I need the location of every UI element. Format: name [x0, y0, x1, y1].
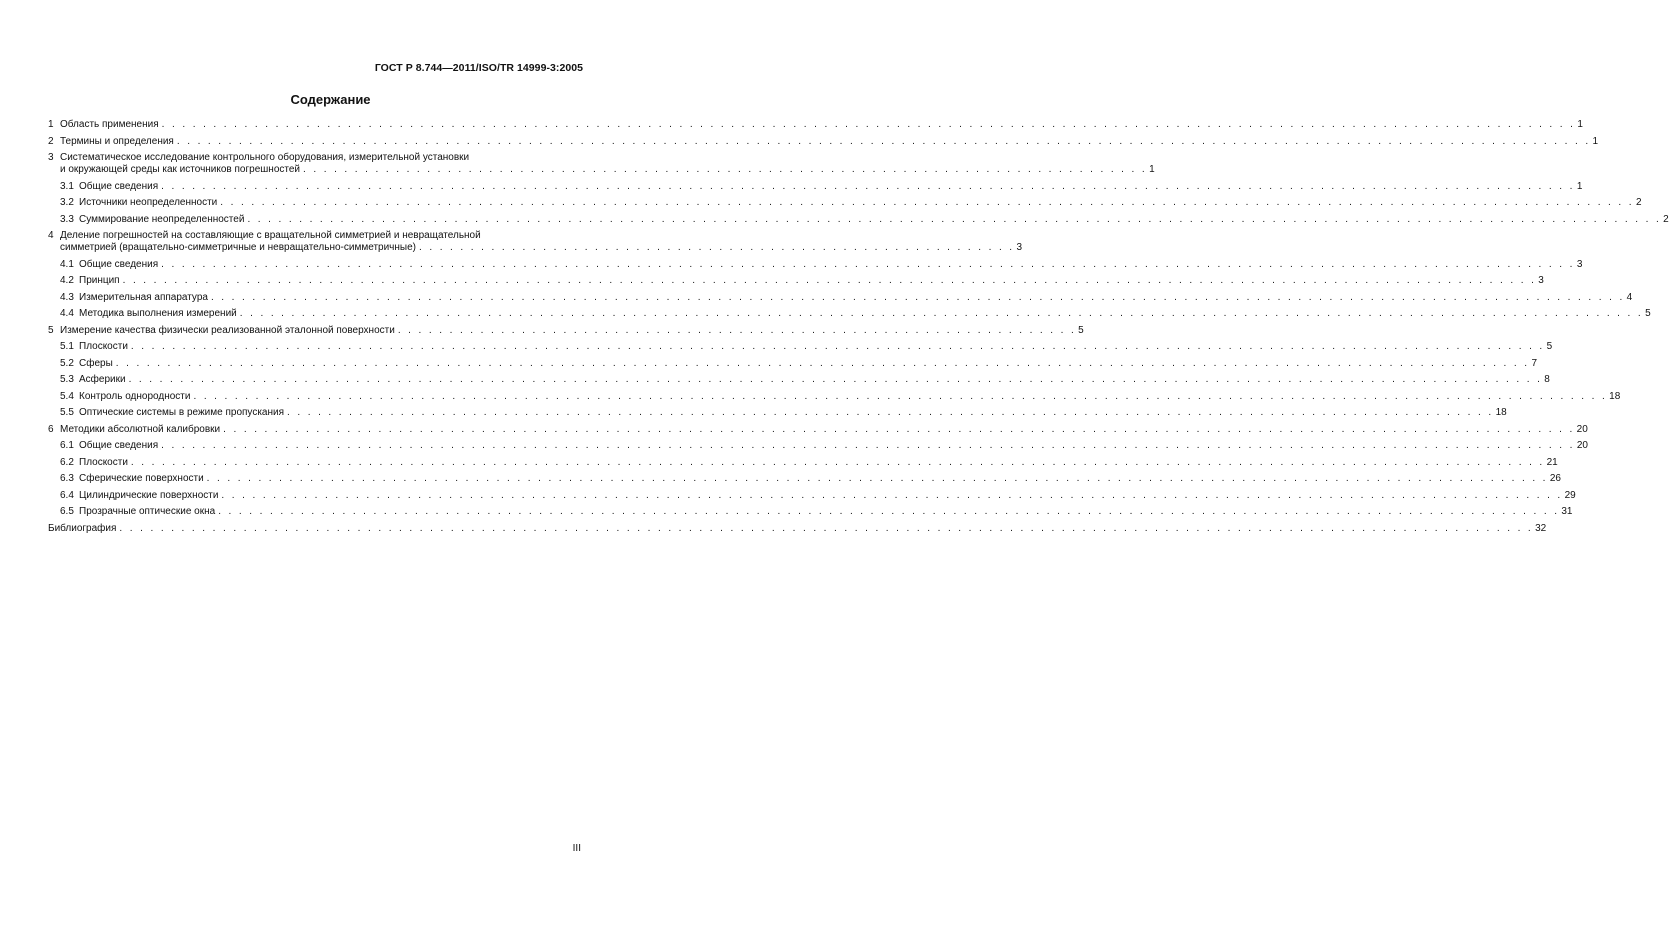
toc-entry[interactable]	[48, 258, 1583, 271]
toc-entry-number: 5.3	[60, 374, 74, 386]
toc-entry[interactable]	[48, 473, 1561, 485]
toc-entry[interactable]	[48, 230, 1023, 254]
toc-leader-dots: . . . . . . . . . . . . . . . . . . . . . . . . . . . . . . . . . . . . . . . . . . . . . . . . . . . . . . . . . . . . . . . . . . . . . . . . . . . . . . . . . . . . . . . . . . . . . . . . . . . . . . . . . . . . . . . . . . . . . . . . . . . . . . . . . . . . . . . . .	[130, 341, 1545, 353]
toc-leader-dots: . . . . . . . . . . . . . . . . . . . . . . . . . . . . . . . . . . . . . . . . . . . . . . . . . . . . . . . . . . . . . . . . . . . . . . . . . . . . . . . . . . . . . . . . . . . . . . . . . . . . . . . . . . . . . . . . . . . . . . . . . . . . . . . . . . . . . . . . .	[115, 357, 1530, 369]
toc-entry-number: 5.5	[60, 407, 74, 419]
toc-leader-dots: . . . . . . . . . . . . . . . . . . . . . . . . . . . . . . . . . . . . . . . . . . . . . . . . . . . . . . . . . . . . . . . . . . . . . . . . . . . . . . . . . . . . . . . . . . . . . . . . . . . . . . . . . . . . . . . . . . . . . . . . . . . . . . . . . . . . . . . . .	[130, 456, 1545, 468]
toc-entry-title: Методики абсолютной калибровки	[60, 423, 221, 435]
toc-entry-title: Общие сведения	[79, 180, 159, 192]
toc-entry-number: 4.3	[60, 291, 74, 303]
toc-entry-number: 6.3	[60, 473, 74, 485]
toc-entry-number: 5	[48, 324, 54, 336]
toc-entry[interactable]	[48, 324, 1084, 337]
toc-leader-dots: . . . . . . . . . . . . . . . . . . . . . . . . . . . . . . . . . . . . . . . . . . . . . . . . . . . . . . . . . . . . . . . . . . . . . . . . . . . . . . . . . . . . . . . . . . . . . . . . . . . . . . . . . . . . . . . . . . . . . . . . . . . . . . . . . . . . . . . . .	[247, 213, 1662, 225]
toc-entry-number: 6.5	[60, 506, 74, 518]
toc-entry[interactable]	[48, 197, 1642, 209]
toc-entry[interactable]	[48, 456, 1558, 469]
toc-entry[interactable]	[48, 135, 1599, 148]
toc-entry-number: 6	[48, 423, 54, 435]
toc-leader-dots: . . . . . . . . . . . . . . . . . . . . . . . . . . . . . . . . . . . . . . . . . . . . . . . . . . . . . . . . . . . . . . . . . . . . . . . . . . . . . . . . . . . . . . . . . . . . . . . . . . . . . . . . . . . . . . . . . . . . . . . . . . . . . . . . . . . . . . . . .	[161, 258, 1575, 270]
toc-entry-number: 6.1	[60, 440, 74, 452]
toc-entry-page: 29	[1564, 489, 1576, 501]
toc-leader-dots: . . . . . . . . . . . . . . . . . . . . . . . . . . . . . . . . . . . . . . . . . . . . . . . . . . . . . . . . . . . . . . . . . . . . . . . . . . . . . . . . . . . . . . . . . . . . . . . . . . . . . . . . . . . . . . . . . . . . . . . . . . . . . . . . . . . . . . . . .	[161, 180, 1575, 192]
toc-entry-page: 1	[1149, 164, 1155, 176]
toc-leader-dots: . . . . . . . . . . . . . . . . . . . . . . . . . . . . . . . . . . . . . . . . . . . . . . . . . . . . . . . . . . . . . . . . . . . . . . . . . . . . . . . . . . . . . . . . . . . . . . . . . . . . . . . . . . . . . . . . . . . . . . . . . . . . . . . . . . . . . . . . .	[220, 197, 1634, 209]
table-of-contents	[48, 119, 1669, 539]
toc-entry-title: Библиография	[48, 522, 117, 534]
toc-entry-number: 6.4	[60, 489, 74, 501]
toc-entry-title: Принцип	[79, 275, 120, 287]
toc-entry-title: Общие сведения	[79, 258, 159, 270]
toc-entry-title: Измерение качества физически реализованной эталонной поверхности	[60, 324, 395, 336]
toc-entry-title: и окружающей среды как источников погрешностей	[60, 164, 300, 176]
toc-entry-number: 2	[48, 135, 54, 147]
toc-leader-dots: . . . . . . . . . . . . . . . . . . . . . . . . . . . . . . . . . . . . . . . . . . . . . . . . . . . . . . . . . .	[418, 242, 1015, 254]
toc-entry-title: Цилиндрические поверхности	[79, 489, 219, 501]
toc-leader-dots: . . . . . . . . . . . . . . . . . . . . . . . . . . . . . . . . . . . . . . . . . . . . . . . . . . . . . . . . . . . . . . . . . . . . . . . . . . . . . . . . . . . . . . . . . . . . . . . . . . . . . . . . . . . . . . . . . . . . . . . . . . . . . . . . . . . . . . . . .	[122, 275, 1537, 287]
toc-entry-page: 3	[1016, 242, 1023, 254]
toc-entry-title: Методика выполнения измерений	[79, 308, 237, 320]
toc-entry-title: Область применения	[60, 119, 159, 130]
toc-leader-dots: . . . . . . . . . . . . . . . . . . . . . . . . . . . . . . . . . . . . . . . . . . . . . . . . . . . . . . . . . . . . . . . . . . . . . . . . . . . . . . . . . . . . . . . . . . . . . . . . . . . . . . . . . . . . . . . . . . . . . . . . . . . . . . . . . . . . . . . . .	[193, 390, 1608, 402]
toc-leader-dots: . . . . . . . . . . . . . . . . . . . . . . . . . . . . . . . . . . . . . . . . . . . . . . . . . . . . . . . . . . . . . . . . . . . . . . . . . . . . . . . . . . . . . . . . . . . . . . . . . . . . . . . . . . . . . . . . . . . . . . . . . . . . . . . . . . . . . . . . .	[161, 440, 1575, 452]
toc-entry[interactable]	[48, 390, 1621, 403]
document-code: ГОСТ Р 8.744—2011/ISO/TR 14999-3:2005	[374, 62, 583, 74]
toc-entry-page: 20	[1576, 423, 1588, 435]
toc-entry[interactable]	[48, 275, 1544, 287]
toc-leader-dots: . . . . . . . . . . . . . . . . . . . . . . . . . . . . . . . . . . . . . . . . . . . . . . . . . . . . . . . . . . . . . . . . . . . . . . . . . . . . . . . . . .	[303, 164, 1148, 176]
toc-entry-page: 3	[1576, 258, 1583, 270]
page-number: III	[572, 843, 581, 854]
toc-entry-number: 5.2	[60, 357, 74, 369]
toc-entry[interactable]	[48, 213, 1669, 226]
toc-entry[interactable]	[48, 423, 1588, 436]
toc-entry-title: Плоскости	[79, 341, 128, 353]
toc-entry-page: 31	[1561, 506, 1573, 518]
toc-entry-number: 5.4	[60, 390, 74, 402]
toc-entry-page: 21	[1546, 456, 1558, 468]
toc-entry-page: 2	[1635, 197, 1642, 209]
toc-title: Содержание	[290, 92, 371, 107]
toc-entry[interactable]	[48, 506, 1573, 518]
toc-leader-dots: . . . . . . . . . . . . . . . . . . . . . . . . . . . . . . . . . . . . . . . . . . . . . . . . . . . . . . . . . . . . . . . . . . . . . . . . . . . . . . . . . . . . . . . . . . . . . . . . . . . . . . . . . . . . . . . . . . . . .	[287, 407, 1494, 419]
toc-entry-page: 3	[1538, 275, 1544, 287]
toc-entry-title: Общие сведения	[79, 440, 159, 452]
toc-entry-page: 20	[1576, 440, 1588, 452]
toc-entry-title: Контроль однородности	[79, 390, 191, 402]
toc-entry-title: Оптические системы в режиме пропускания	[79, 407, 284, 419]
toc-entry-number: 3.2	[60, 197, 74, 209]
toc-leader-dots: . . . . . . . . . . . . . . . . . . . . . . . . . . . . . . . . . . . . . . . . . . . . . . . . . . . . . . . . . . . . . . . . . . . . . . . . . . . . . . . . . . . . . . . . . . . . . . . . . . . . . . . . . . . . . . . . . . . . . . . . . . . . . . . . . . . . . . . . .	[176, 135, 1591, 147]
toc-entry-page: 32	[1535, 522, 1547, 534]
toc-entry-number: 4.1	[60, 258, 74, 270]
toc-entry-number: 4	[48, 230, 54, 242]
toc-entry[interactable]	[48, 440, 1588, 452]
toc-entry-title: Измерительная аппаратура	[79, 291, 208, 303]
toc-entry[interactable]	[48, 308, 1651, 320]
toc-entry-page: 8	[1544, 374, 1550, 386]
toc-entry-page: 1	[1576, 180, 1583, 192]
toc-entry-page: 4	[1626, 291, 1633, 303]
toc-entry-number: 1	[48, 119, 54, 130]
toc-entry-title: симметрией (вращательно-симметричные и невращательно-симметричные)	[60, 242, 416, 254]
toc-leader-dots: . . . . . . . . . . . . . . . . . . . . . . . . . . . . . . . . . . . . . . . . . . . . . . . . . . . . . . . . . . . . . . . . . . . . . . . . . . . . . . . . . . . . . . . . . . . . . . . . . . . . . . . . . . . . . . . . . . . . . . . . . . . . . . . . . . . . . . . .	[239, 308, 1644, 320]
toc-entry[interactable]	[48, 357, 1538, 370]
toc-entry-page: 18	[1609, 390, 1621, 402]
toc-leader-dots: . . . . . . . . . . . . . . . . . . . . . . . . . . . . . . . . . . . . . . . . . . . . . . . . . . . . . . . . . . . . . . . . . . . . . . . . . . . . . . . . . . . . . . . . . . . . . . . . . . . . . . . . . . . . . . . . . . . . . . . . . . . . . . . . . . . . . . . . .	[128, 374, 1543, 386]
toc-entry-page: 5	[1078, 324, 1084, 336]
toc-entry[interactable]	[48, 180, 1583, 193]
toc-leader-dots: . . . . . . . . . . . . . . . . . . . . . . . . . . . . . . . . . . . . . . . . . . . . . . . . . . . . . . . . . . . . . . . . . . . . . . . . . . . . . . . . . . . . . . . . . . . . . . . . . . . . . . . . . . . . . . . . . . . . . . . . . . . . . . . . . . .	[223, 423, 1575, 435]
toc-entry-number: 5.1	[60, 341, 74, 353]
toc-entry-title: Прозрачные оптические окна	[79, 506, 216, 518]
toc-entry[interactable]	[48, 291, 1633, 304]
toc-entry-page: 1	[1592, 135, 1599, 147]
toc-entry[interactable]	[48, 374, 1550, 386]
toc-entry[interactable]	[48, 152, 1155, 176]
toc-entry-page: 18	[1495, 407, 1507, 419]
toc-entry-title: Плоскости	[79, 456, 128, 468]
toc-entry-number: 3.1	[60, 180, 74, 192]
toc-entry-page: 1	[1577, 119, 1583, 130]
toc-entry-title-line1: Деление погрешностей на составляющие с вращательной симметрией и невращательной	[60, 230, 481, 242]
toc-entry-page: 2	[1663, 213, 1669, 225]
toc-entry-title: Асферики	[79, 374, 126, 386]
toc-entry-number: 6.2	[60, 456, 74, 468]
toc-entry-title-line1: Систематическое исследование контрольного оборудования, измерительной установки	[60, 152, 470, 163]
toc-entry-title: Сферические поверхности	[79, 473, 204, 485]
toc-entry-number: 4.2	[60, 275, 74, 287]
toc-leader-dots: . . . . . . . . . . . . . . . . . . . . . . . . . . . . . . . . . . . . . . . . . . . . . . . . . . . . . . . . . . . . . . . . . . . . . . . . . . . . . . . . . . . . . . . . . . . . . . . . . . . . . . . . . . . . . . . . . . . . . . . . . . . . . . . . . . . . . . . . .	[119, 522, 1534, 534]
toc-leader-dots: . . . . . . . . . . . . . . . . . . . . . . . . . . . . . . . . . . . . . . . . . . . . . . . . . . . . . . . . . . . . . . . . . . . . . . . . . . . . . . . . . . . . . . . . . . . . . . . . . . . . . . . . . . . . . . . . . . . . . . . . . . . . . . . . . .	[218, 506, 1560, 518]
toc-leader-dots: . . . . . . . . . . . . . . . . . . . . . . . . . . . . . . . . . . . . . . . . . . . . . . . . . . . . . . . . . . . . . . . . . . . . . . . . . . . . . . . . . . . . . . . . . . . . . . . . . . . . . . . . . . . . . . . . . . . . . . . . . . . . . . . . . .	[206, 473, 1548, 485]
toc-entry-bibliography[interactable]	[48, 522, 1547, 535]
toc-entry-page: 7	[1531, 357, 1538, 369]
toc-entry-title: Источники неопределенности	[79, 197, 218, 209]
toc-entry[interactable]	[48, 341, 1553, 353]
toc-entry-title: Сферы	[79, 357, 113, 369]
toc-entry-title: Термины и определения	[60, 135, 174, 147]
toc-entry[interactable]	[48, 407, 1507, 419]
toc-entry[interactable]	[48, 489, 1576, 502]
toc-entry-number: 4.4	[60, 308, 74, 320]
toc-entry-page: 5	[1546, 341, 1553, 353]
toc-entry[interactable]	[48, 119, 1583, 131]
toc-entry-number: 3	[48, 152, 54, 163]
toc-entry-page: 5	[1645, 308, 1651, 320]
toc-entry-number: 3.3	[60, 213, 74, 225]
toc-leader-dots: . . . . . . . . . . . . . . . . . . . . . . . . . . . . . . . . . . . . . . . . . . . . . . . . . . . . . . . . . . . . . . . . . . . . . . . . . . . . . . . . . . . . . . . . . . . . . . . . . . . . . . . . . . . . . . . . . . . . . . . . . . . . . . . . . . . . . . . . .	[161, 119, 1576, 130]
toc-leader-dots: . . . . . . . . . . . . . . . . . . . . . . . . . . . . . . . . . . . . . . . . . . . . . . . . . . . . . . . . . . . . . . . . . .	[397, 324, 1077, 336]
toc-leader-dots: . . . . . . . . . . . . . . . . . . . . . . . . . . . . . . . . . . . . . . . . . . . . . . . . . . . . . . . . . . . . . . . . . . . . . . . . . . . . . . . . . . . . . . . . . . . . . . . . . . . . . . . . . . . . . . . . . . . . . . . . . . . . . . . . . .	[221, 489, 1563, 501]
toc-leader-dots: . . . . . . . . . . . . . . . . . . . . . . . . . . . . . . . . . . . . . . . . . . . . . . . . . . . . . . . . . . . . . . . . . . . . . . . . . . . . . . . . . . . . . . . . . . . . . . . . . . . . . . . . . . . . . . . . . . . . . . . . . . . . . . . . . . . . . . . . .	[210, 291, 1625, 303]
toc-entry-title: Суммирование неопределенностей	[79, 213, 245, 225]
toc-entry-page: 26	[1549, 473, 1561, 485]
